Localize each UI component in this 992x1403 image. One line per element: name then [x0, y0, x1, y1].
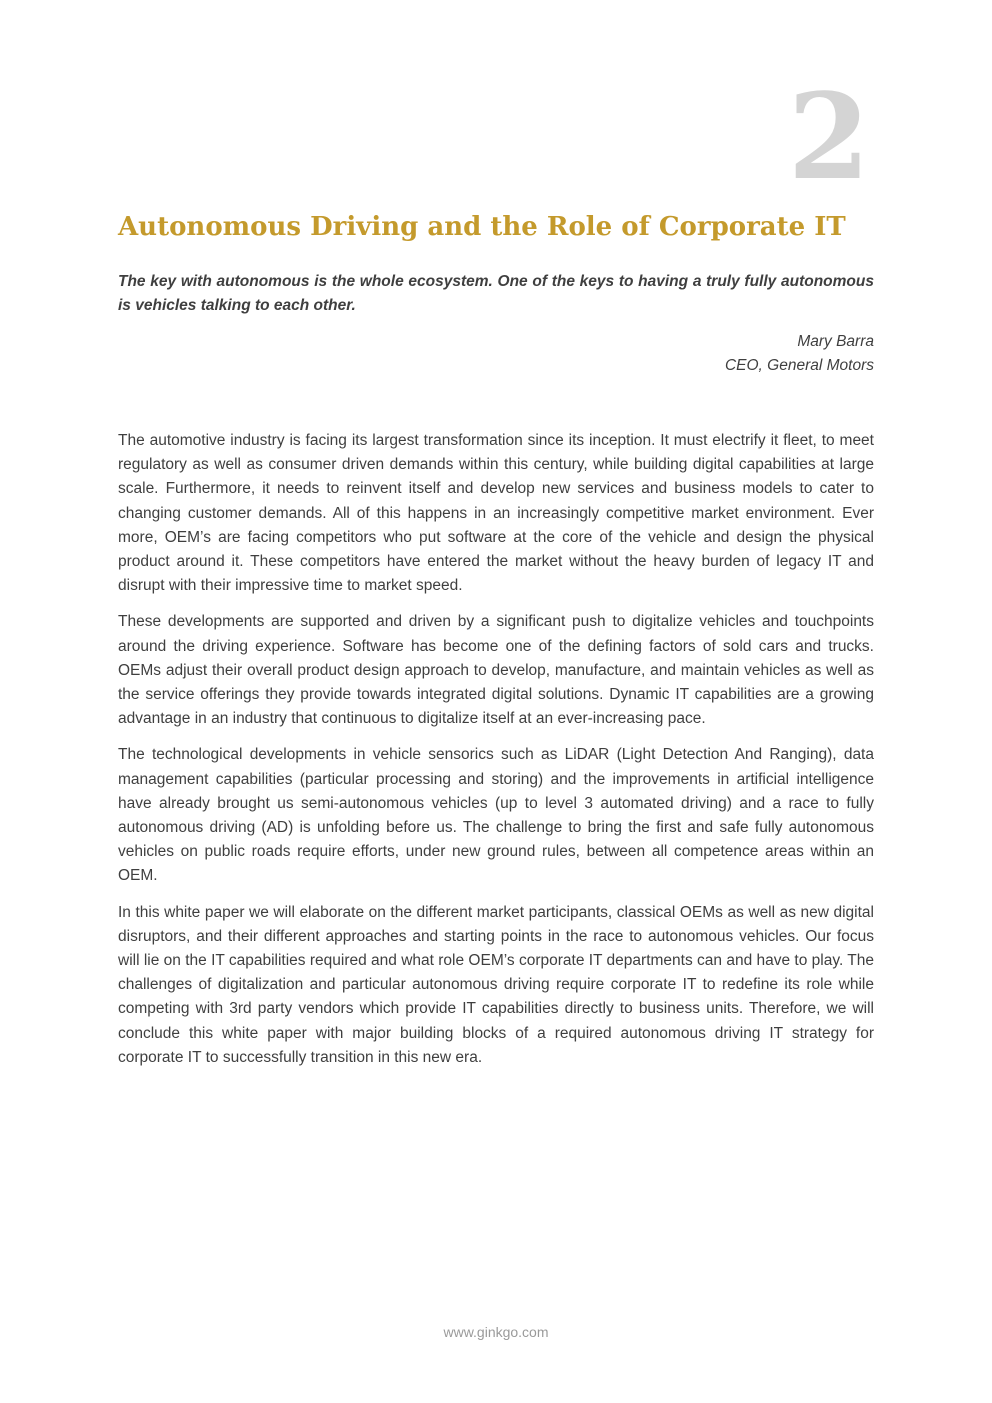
chapter-number: 2	[787, 67, 870, 206]
paragraph: The automotive industry is facing its largest transformation since its inception. It must electrify it fleet, to meet regulatory as well as consumer driven demands within this century, while building digital capabilities at large scale. Furthermore, it needs to reinvent itself and develop new services and business models to cater to changing customer demands. All of this happens in an increasingly competitive market environment. Ever more, OEM’s are facing competitors who put software at the core of the vehicle and design the physical product around it. These competitors have entered the market without the heavy burden of legacy IT and disrupt with their impressive time to market speed.	[118, 432, 874, 595]
footer-url: www.ginkgo.com	[443, 1324, 549, 1340]
paragraph: The technological developments in vehicle sensorics such as LiDAR (Light Detection And Ranging), data management capabilities (particular processing and storing) and the improvements in artificial intelligence have already brought us semi-autonomous vehicles (up to level 3 automated driving) and a race to fully autonomous driving (AD) is unfolding before us. The challenge to bring the first and safe fully autonomous vehicles on public roads require efforts, under new ground rules, between all competence areas within an OEM.	[118, 746, 874, 885]
quote-attribution	[725, 330, 874, 378]
paragraph: In this white paper we will elaborate on the different market participants, classical OEMs as well as new digital disruptors, and their different approaches and starting points in the race to autonomous vehicles. Our focus will lie on the IT capabilities required and what role OEM’s corporate IT departments can and have to play. The challenges of digitalization and particular autonomous driving require corporate IT to redefine its role while competing with 3rd party vendors which provide IT capabilities directly to business units. Therefore, we will conclude this white paper with major building blocks of a required autonomous driving IT strategy for corporate IT to successfully transition in this new era.	[118, 903, 874, 1066]
paragraph: These developments are supported and driven by a significant push to digitalize vehicles and touchpoints around the driving experience. Software has become one of the defining factors of sold cars and trucks. OEMs adjust their overall product design approach to develop, manufacture, and maintain vehicles as well as the service offerings they provide towards integrated digital solutions. Dynamic IT capabilities are a growing advantage in an industry that continuous to digitalize itself at an ever-increasing pace.	[118, 613, 874, 728]
quote-author: Mary Barra	[797, 333, 874, 350]
epigraph-quote: The key with autonomous is the whole ecosystem. One of the keys to having a truly fully autonomous is vehicles talking to each other.	[118, 273, 874, 314]
chapter-title: Autonomous Driving and the Role of Corporate IT	[118, 212, 846, 242]
quote-author-title: CEO, General Motors	[724, 357, 874, 374]
body-text	[118, 429, 874, 1082]
